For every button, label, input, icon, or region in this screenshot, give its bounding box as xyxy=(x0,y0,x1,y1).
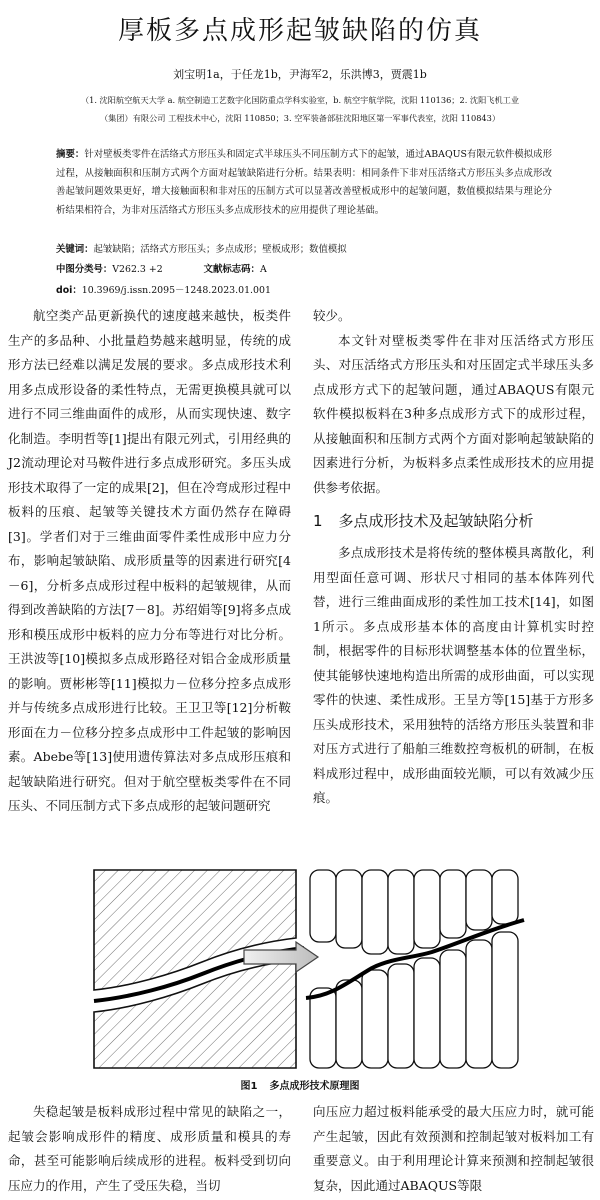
keywords-text: 起皱缺陷；活络式方形压头；多点成形；壁板成形；数值模拟 xyxy=(93,244,347,255)
clc-value: V262.3 +2 xyxy=(112,264,163,275)
paragraph: 失稳起皱是板料成形过程中常见的缺陷之一，起皱会影响成形件的精度、成形质量和模具的寿命，甚至可能影响后续成形的进程。板料受到切向压应力的作用，产生了受压失稳，当切 xyxy=(8,1104,291,1193)
figure-caption xyxy=(0,1077,600,1092)
keywords-label: 关键词： xyxy=(56,244,94,255)
keywords xyxy=(56,241,347,259)
doi-value: 10.3969/j.issn.2095－1248.2023.01.001 xyxy=(81,285,271,296)
intro-paragraph: 航空类产品更新换代的速度越来越快，板类件生产的多品种、小批量趋势越来越明显，传统的成形方法已经难以满足发展的要求。多点成形技术利用多点成形设备的柔性特点，无需更换模具就可以进行不同三维曲面件的成形，从而实现快速、数字化制造。李明哲等[1]提出有限元列式，引用经典的J2流动理论对马鞍件进行多点成形研究。多压头成形技术取得了一定的成果[2]，但在冷弯成形过程中板料的压痕、起皱等关键技术方面仍然存在障碍[3]。学者们对于三维曲面零件柔性成形中应力分布，影响起皱缺陷、成形质量等的因素进行研究[4－6]，分析多点成形过程中板料的起皱规律，从而得到改善缺陷的方法[7－8]。苏绍娟等[9]将多点成形和模压成形中板料的应力分布等进行对比分析。王洪波等[10]模拟多点成形路径对铝合金成形质量的影响。贾彬彬等[11]模拟力－位移分控多点成形并与传统多点成形进行比较。王卫卫等[12]分析鞍形面在力－位移分控多点成形中工件起皱的影响因素。Abebe等[13]使用遗传算法对多点成形压痕和起皱缺陷进行研究。但对于航空壁板类零件在不同压头、不同压制方式下多点成形的起皱问题研究 xyxy=(8,308,291,813)
paragraph-continuation: 向压应力超过板料能承受的最大压应力时，就可能产生起皱，因此有效预测和控制起皱对板料加工有重要意义。由于利用理论计算来预测和控制起皱很复杂，因此通过ABAQUS等限 xyxy=(313,1104,594,1193)
paragraph-continuation: 较少。 xyxy=(313,308,351,323)
abstract-label: 摘要： xyxy=(56,149,85,160)
figure-caption-text: 多点成形技术原理图 xyxy=(269,1081,360,1092)
paper-title: 厚板多点成形起皱缺陷的仿真 xyxy=(117,16,482,46)
doi-line xyxy=(56,282,271,296)
author-list: 刘宝明1a，于任龙1b，尹海军2，乐洪博3，贾震1b xyxy=(173,68,427,81)
doi-label: doi： xyxy=(56,285,82,296)
figure-multipoint-forming xyxy=(92,858,528,1070)
left-column-bottom xyxy=(8,1100,291,1198)
right-column xyxy=(313,304,594,811)
right-column-bottom xyxy=(313,1100,594,1198)
left-column xyxy=(8,304,291,819)
figure-diagram xyxy=(92,858,528,1070)
affiliation-line: （1. 沈阳航空航天大学 a. 航空制造工艺数字化国防重点学科实验室，b. 航空宇航学院，沈阳 110136；2. 沈阳飞机工业 xyxy=(80,95,520,105)
classification xyxy=(56,261,267,279)
paragraph: 本文针对壁板类零件在非对压活络式方形压头、对压活络式方形压头和对压固定式半球压头多点成形方式下的起皱问题，通过ABAQUS有限元软件模拟板料在3种多点成形方式下的成形过程，从接触面积和压制方式两个方面对影响起皱缺陷的因素进行分析，为板料多点柔性成形技术的应用提供参考依据。 xyxy=(313,332,594,495)
affiliation-line: （集团）有限公司 工程技术中心，沈阳 110850；3. 空军装备部驻沈阳地区第一军事代表室，沈阳 110843） xyxy=(99,113,501,123)
doc-code-label: 文献标志码： xyxy=(203,264,260,275)
figure-number: 图1 xyxy=(240,1081,258,1092)
paragraph: 多点成形技术是将传统的整体模具离散化，利用型面任意可调、形状尺寸相同的基本体阵列代替，进行三维曲面成形的柔性加工技术[14]，如图1所示。多点成形基本体的高度由计算机实时控制，根据零件的目标形状调整基本体的位置坐标，使其能够快速地构造出所需的成形曲面，可以实现零件的快速、柔性成形。王呈方等[15]基于方形多压头成形技术，采用独特的活络方形压头装置和非对压方式进行了船舶三维数控弯板机的研制，在板料成形过程中，成形曲面较光顺，可以有效减少压痕。 xyxy=(313,545,594,805)
abstract-text: 针对壁板类零件在活络式方形压头和固定式半球压头不同压制方式下的起皱，通过ABAQUS有限元软件模拟成形过程，从接触面积和压制方式两个方面对起皱缺陷进行分析。结果表明：相同条件下非对压活络式方形压头多点成形改善起皱问题效果更好，增大接触面积和非对压的压制方式可以显著改善壁板成形中的起皱问题，数值模拟结果与理论分析结果相符合，为非对压活络式方形压头多点成形技术的应用提供了理论基础。 xyxy=(56,149,552,216)
section-title: 多点成形技术及起皱缺陷分析 xyxy=(338,512,534,530)
doc-code-value: A xyxy=(259,264,267,275)
pin-array xyxy=(310,870,518,1068)
section-heading xyxy=(313,500,594,541)
clc-label: 中图分类号： xyxy=(56,264,113,275)
affiliations xyxy=(18,91,582,127)
abstract xyxy=(56,146,552,220)
section-number: 1 xyxy=(313,512,323,530)
